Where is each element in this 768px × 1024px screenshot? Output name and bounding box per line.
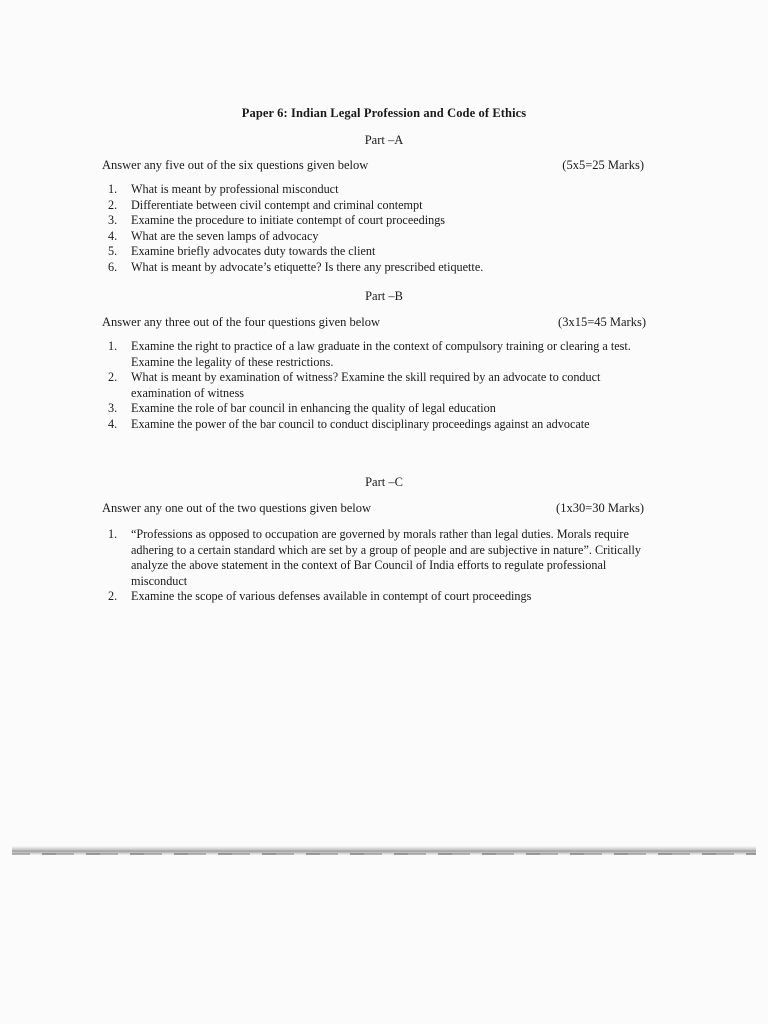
question-number: 4.: [108, 416, 118, 431]
question-number: 1.: [108, 182, 118, 196]
part-c-instruction-row: [102, 501, 648, 516]
question-text: “Professions as opposed to occupation are governed by morals rather than legal duties. Morals require adhering to a certain standard which are set by a group of people and are subjective in nature”. Critically analyze the above statement in the context of Bar Council of India efforts to regulate professional misconduct: [131, 527, 641, 588]
paper-title: Paper 6: Indian Legal Profession and Code of Ethics: [241, 106, 527, 120]
question-text: Differentiate between civil contempt and criminal contempt: [131, 197, 423, 212]
question-number: 1.: [108, 527, 118, 541]
question-item: [108, 213, 653, 229]
part-b-marks: (3x15=45 Marks): [558, 315, 646, 329]
question-item: [108, 589, 653, 605]
question-text: What is meant by professional misconduct: [131, 182, 339, 196]
question-text: Examine the procedure to initiate contempt of court proceedings: [131, 213, 446, 228]
question-number: 2.: [108, 197, 118, 212]
part-a-question-list: [108, 182, 653, 276]
question-item: [108, 527, 653, 589]
question-text: Examine briefly advocates duty towards the client: [131, 244, 376, 259]
question-item: [108, 244, 653, 260]
question-number: 2.: [108, 589, 118, 604]
question-text: Examine the right to practice of a law graduate in the context of compulsory training or clearing a test. Examine the legality of these restrictions.: [131, 339, 631, 369]
question-item: [108, 260, 653, 276]
question-number: 4.: [108, 228, 118, 243]
question-number: 6.: [108, 259, 118, 274]
part-b-question-list: [108, 339, 648, 433]
question-number: 5.: [108, 244, 118, 259]
scan-edge-shadow: [12, 853, 756, 855]
question-item: [108, 229, 653, 245]
part-b-instruction-row: [102, 315, 648, 330]
question-item: [108, 339, 648, 370]
question-item: [108, 417, 648, 433]
part-a-heading: Part –A: [364, 133, 404, 147]
question-item: [108, 198, 653, 214]
question-item: [108, 182, 653, 198]
part-b-heading: Part –B: [365, 289, 403, 303]
part-c-heading: Part –C: [365, 475, 403, 489]
part-b-instruction: Answer any three out of the four questions given below: [102, 315, 381, 329]
question-number: 3.: [108, 401, 118, 416]
question-number: 3.: [108, 213, 118, 228]
question-text: What is meant by advocate’s etiquette? Is there any prescribed etiquette.: [131, 259, 484, 274]
question-item: [108, 401, 648, 417]
question-number: 2.: [108, 370, 118, 385]
question-text: What are the seven lamps of advocacy: [131, 228, 319, 243]
part-c-marks: (1x30=30 Marks): [556, 501, 644, 515]
question-text: Examine the scope of various defenses available in contempt of court proceedings: [131, 589, 532, 604]
part-a-marks: (5x5=25 Marks): [562, 158, 644, 172]
part-a-instruction-row: [102, 158, 648, 173]
question-text: Examine the role of bar council in enhancing the quality of legal education: [131, 401, 496, 416]
part-c-instruction: Answer any one out of the two questions given below: [102, 501, 372, 515]
question-text: What is meant by examination of witness? Examine the skill required by an advocate to conduct examination of witness: [131, 370, 601, 400]
question-item: [108, 370, 648, 401]
part-a-instruction: Answer any five out of the six questions given below: [102, 158, 369, 172]
part-c-question-list: [108, 527, 653, 605]
question-text: Examine the power of the bar council to conduct disciplinary proceedings against an advocate: [131, 416, 590, 431]
question-number: 1.: [108, 339, 118, 353]
